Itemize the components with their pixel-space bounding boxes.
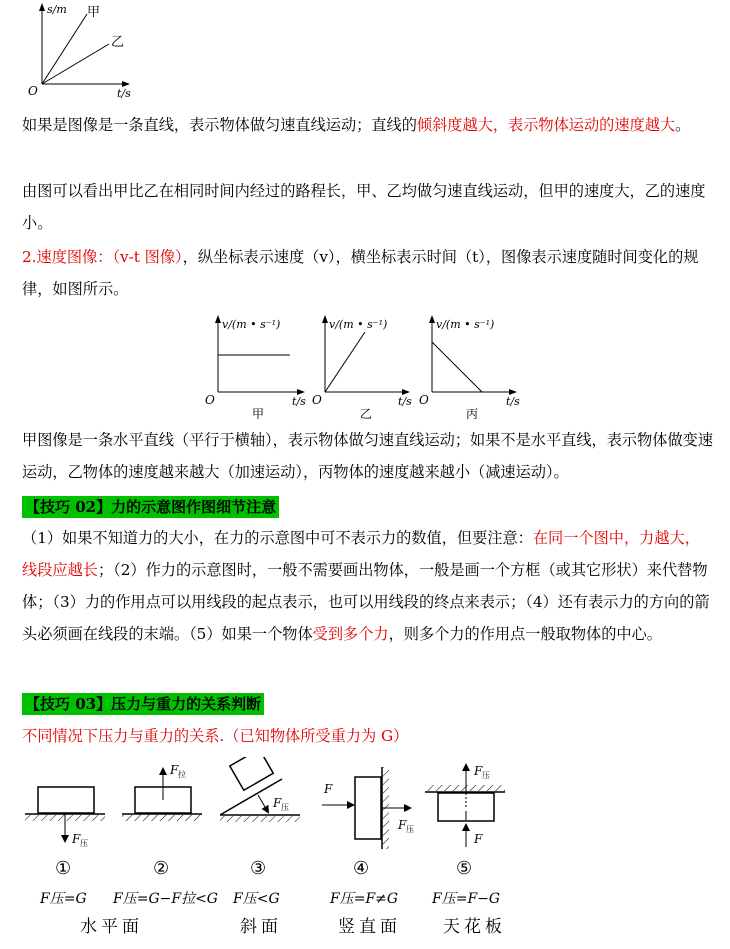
paragraph-force-diagram: （1）如果不知道力的大小，在力的示意图中可不表示力的数值，但要注意：在同一个图中，力越大，线段应越长；（2）作力的示意图时，一般不需要画出物体，一般是画一个方框（或其它形状）来代替物体；（3）力的作用点可以用线段的起点表示，也可以用线段的终点来表示；（4）还有表示力的方向的箭头必须画在线段的末端。（5）如果一个物体受到多个力，则多个力的作用点一般取物体的中心。: [22, 529, 710, 643]
case-3-formula: F压<G: [233, 891, 280, 907]
svg-text:压: 压: [482, 771, 490, 780]
case-1-num: ①: [55, 858, 72, 879]
svg-text:v/(m • s⁻¹): v/(m • s⁻¹): [222, 318, 281, 331]
line-yi: [42, 44, 109, 84]
svg-text:F: F: [324, 782, 333, 796]
svg-text:压: 压: [80, 839, 88, 848]
vt-graph-jia: [205, 315, 306, 421]
paragraph-vt-explanation: 甲图像是一条水平直线（平行于横轴），表示物体做匀速直线运动；如果不是水平直线，表示物体做变速运动，乙物体的速度越来越大（加速运动），丙物体的速度越来越小（减速运动）。: [22, 431, 714, 481]
pressure-diagrams: [20, 757, 520, 867]
case-2-pull: [122, 763, 202, 821]
case-1-horizontal: [25, 787, 105, 848]
paragraph-pressure-intro: 不同情况下压力与重力的关系.（已知物体所受重力为 G）: [22, 727, 409, 745]
line-yi-label: 乙: [111, 35, 125, 50]
svg-text:F: F: [273, 796, 282, 810]
case-2-formula: F压=G−F拉<G: [113, 891, 218, 907]
case-5-surface: 天花板: [443, 917, 506, 937]
y-axis-arrow: [39, 3, 45, 11]
line-jia: [42, 14, 87, 84]
paragraph-vt-intro: 2.速度图像：（v-t 图像），纵坐标表示速度（v），横坐标表示时间（t），图像表示速度随时间变化的规律，如图所示。: [22, 248, 699, 298]
svg-text:压: 压: [281, 803, 289, 812]
emphasis-slope: 倾斜度越大，表示物体运动的速度越大: [416, 116, 676, 134]
tip-02-heading: 【技巧 02】力的示意图作图细节注意: [22, 496, 279, 518]
svg-text:F: F: [474, 832, 483, 846]
s-t-graph: [25, 0, 145, 100]
svg-text:v/(m • s⁻¹): v/(m • s⁻¹): [436, 318, 495, 331]
svg-text:F: F: [170, 763, 179, 777]
vt-graphs: [200, 310, 540, 425]
svg-text:F: F: [72, 832, 81, 846]
case-5-formula: F压=F−G: [432, 891, 501, 907]
caption-jia: 甲: [252, 407, 265, 421]
origin-label: O: [28, 84, 38, 98]
svg-text:F: F: [398, 818, 407, 832]
case-2-num: ②: [153, 858, 170, 879]
vt-graph-yi: [312, 315, 412, 421]
svg-text:v/(m • s⁻¹): v/(m • s⁻¹): [329, 318, 388, 331]
case-5-num: ⑤: [456, 858, 473, 879]
svg-text:t/s: t/s: [292, 395, 306, 408]
case-captions: [20, 858, 520, 948]
x-axis-label: t/s: [117, 87, 131, 100]
case-1-surface: 水平面: [80, 917, 143, 937]
case-1-formula: F压=G: [40, 891, 87, 907]
y-axis-label: s/m: [47, 3, 67, 16]
case-4-num: ④: [353, 858, 370, 879]
vt-line-decreasing: [432, 342, 482, 392]
svg-text:F: F: [474, 764, 483, 778]
svg-text:拉: 拉: [178, 770, 186, 779]
vt-title: 速度图像：（v-t 图像）: [36, 248, 183, 266]
vt-line-increasing: [325, 332, 365, 392]
case-5-ceiling: [425, 764, 505, 847]
svg-text:压: 压: [406, 825, 414, 834]
case-3-incline: [220, 757, 300, 822]
paragraph-line-meaning: 如果是图像是一条直线，表示物体做匀速直线运动；直线的倾斜度越大，表示物体运动的速度越大。: [22, 116, 691, 134]
caption-yi: 乙: [360, 407, 373, 421]
vt-graph-bing: [419, 315, 520, 421]
paragraph-comparison: 由图可以看出甲比乙在相同时间内经过的路程长，甲、乙均做匀速直线运动，但甲的速度大，乙的速度小。: [22, 182, 706, 232]
case-4-surface: 竖直面: [338, 917, 401, 937]
svg-text:O: O: [312, 393, 322, 407]
line-jia-label: 甲: [87, 5, 101, 20]
tip-03-heading: 【技巧 03】压力与重力的关系判断: [22, 693, 264, 715]
svg-text:t/s: t/s: [398, 395, 412, 408]
case-3-surface: 斜面: [240, 917, 282, 937]
caption-bing: 丙: [466, 407, 479, 421]
case-4-formula: F压=F≠G: [330, 891, 399, 907]
case-3-num: ③: [250, 858, 267, 879]
svg-text:O: O: [419, 393, 429, 407]
case-4-vertical: [322, 767, 414, 849]
svg-text:O: O: [205, 393, 215, 407]
svg-text:t/s: t/s: [506, 395, 520, 408]
